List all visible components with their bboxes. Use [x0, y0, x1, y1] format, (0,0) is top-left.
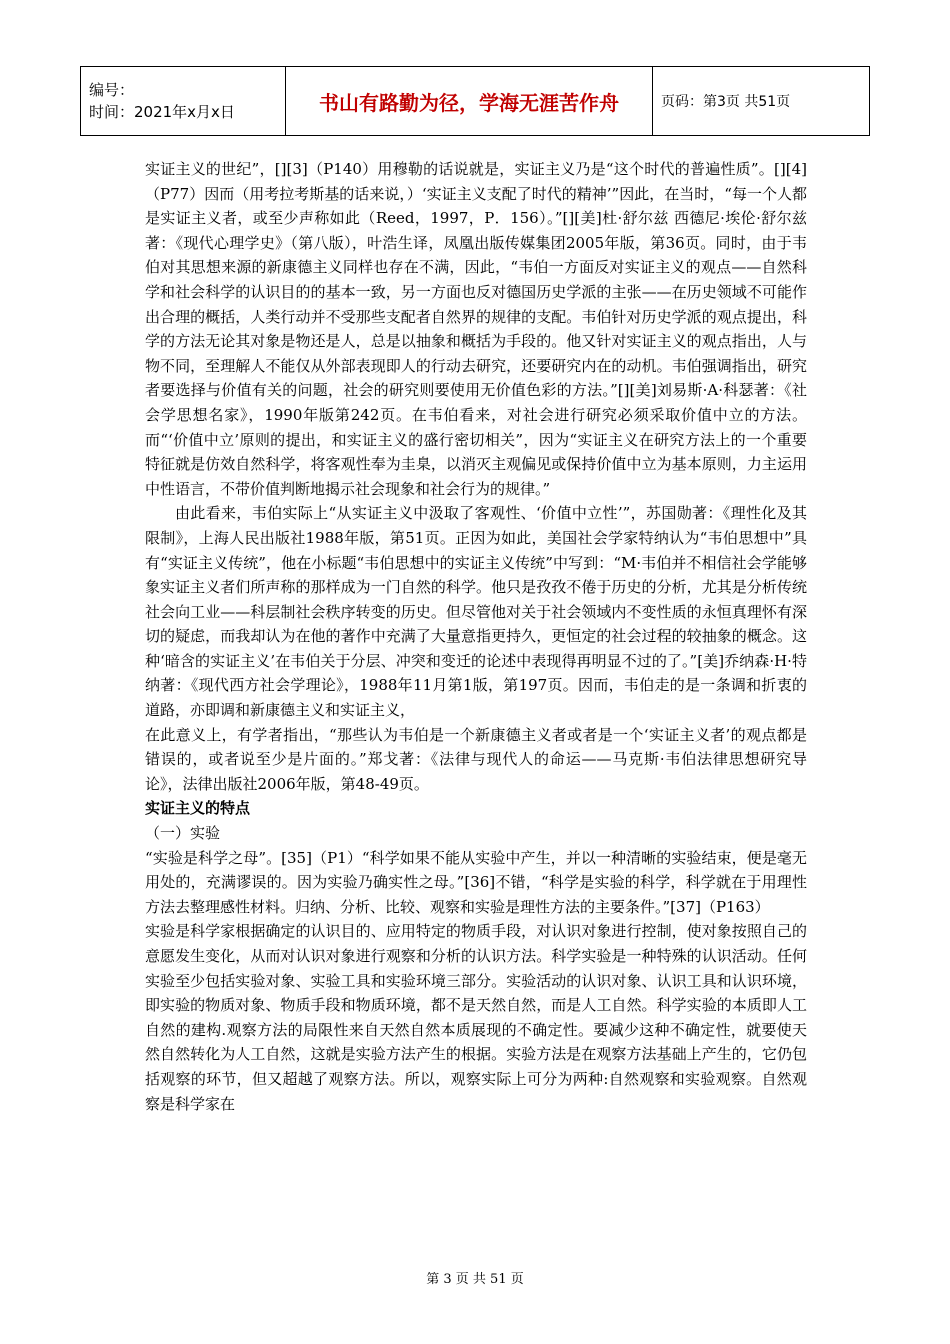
section-heading: 实证主义的特点 — [145, 799, 251, 818]
body-paragraph: 实证主义的世纪”，[][3]（P140）用穆勒的话说就是，实证主义乃是“这个时代的普遍性质”。[][4]（P77）因而（用考拉考斯基的话来说，）‘实证主义支配了时代的精神’”因此，在当时，“每一个人都是实证主义者，或至少声称如此（Reed，1997，P．156）。”[][美]杜·舒尔兹 西德尼·埃伦·舒尔兹著：《现代心理学史》（第八版），叶浩生译，凤凰出版传媒集团2005年版，第36页。同时，由于韦伯对其思想来源的新康德主义同样也存在不满，因此，“韦伯一方面反对实证主义的观点——自然科学和社会科学的认识目的的基本一致，另一方面也反对德国历史学派的主张——在历史领域不可能作出合理的概括，人类行动并不受那些支配者自然界的规律的支配。韦伯针对历史学派的观点提出，科学的方法无论其对象是物还是人，总是以抽象和概括为手段的。他又针对实证主义的观点指出，人与物不同，至理解人不能仅从外部表现即人的行动去研究，还要研究内在的动机。韦伯强调指出，研究者要选择与价值有关的问题，社会的研究则要使用无价值色彩的方法。”[][美]刘易斯·A·科瑟著：《社会学思想名家》，1990年版第242页。在韦伯看来，对社会进行研究必须采取价值中立的方法。而“‘价值中立’原则的提出，和实证主义的盛行密切相关”，因为“实证主义在研究方法上的一个重要特征就是仿效自然科学，将客观性奉为圭臬，以消灭主观偏见或保持价值中立为基本原则，力主运用中性语言，不带价值判断地揭示社会现象和社会行为的规律。” — [145, 160, 807, 498]
body-paragraph: 在此意义上，有学者指出，“那些认为韦伯是一个新康德主义者或者是一个‘实证主义者’的观点都是错误的，或者说至少是片面的。”郑戈著：《法律与现代人的命运——马克斯·韦伯法律思想研究导论》，法律出版社2006年版，第48-49页。 — [145, 725, 807, 793]
page-header — [80, 66, 870, 136]
header-page-info: 页码：第3页 共51页 — [653, 67, 870, 136]
subsection-heading: （一）实验 — [145, 824, 221, 843]
body-paragraph: “实验是科学之母”。[35]（P1）“科学如果不能从实验中产生，并以一种清晰的实验结束，便是毫无用处的，充满谬误的。因为实验乃确实性之母。”[36]不错，“科学是实验的科学，科学就在于用理性方法去整理感性材料。归纳、分析、比较、观察和实验是理性方法的主要条件。”[37]（P163） — [145, 848, 807, 916]
body-paragraph: 实验是科学家根据确定的认识目的、应用特定的物质手段，对认识对象进行控制，使对象按照自己的意愿发生变化，从而对认识对象进行观察和分析的认识方法。科学实验是一种特殊的认识活动。任何实验至少包括实验对象、实验工具和实验环境三部分。实验活动的认识对象、认识工具和认识环境，即实验的物质对象、物质手段和物质环境，都不是天然自然，而是人工自然。科学实验的本质即人工自然的建构.观察方法的局限性来自天然自然本质展现的不确定性。要减少这种不确定性，就要使天然自然转化为人工自然，这就是实验方法产生的根据。实验方法是在观察方法基础上产生的，它仍包括观察的环节，但又超越了观察方法。所以，观察实际上可分为两种:自然观察和实验观察。自然观察是科学家在 — [145, 922, 807, 1113]
header-meta — [81, 67, 286, 136]
document-time-label: 时间：2021年x月x日 — [89, 103, 235, 121]
header-motto: 书山有路勤为径，学海无涯苦作舟 — [286, 67, 653, 136]
document-number-label: 编号： — [89, 81, 135, 99]
document-body — [145, 157, 807, 1116]
page-footer: 第 3 页 共 51 页 — [426, 1272, 524, 1287]
body-paragraph: 由此看来，韦伯实际上“从实证主义中汲取了客观性、‘价值中立性’”，苏国勋著：《理性化及其限制》，上海人民出版社1988年版，第51页。正因为如此，美国社会学家特纳认为“韦伯思想中”具有“实证主义传统”，他在小标题“韦伯思想中的实证主义传统”中写到：“M·韦伯并不相信社会学能够象实证主义者们所声称的那样成为一门自然的科学。他只是孜孜不倦于历史的分析，尤其是分析传统社会向工业——科层制社会秩序转变的历史。但尽管他对关于社会领域内不变性质的永恒真理怀有深切的疑虑，而我却认为在他的著作中充满了大量意指更持久，更恒定的社会过程的较抽象的概念。这种‘暗含的实证主义’在韦伯关于分层、冲突和变迁的论述中表现得再明显不过的了。”[美]乔纳森·H·特纳著：《现代西方社会学理论》，1988年11月第1版，第197页。因而，韦伯走的是一条调和折衷的道路，亦即调和新康德主义和实证主义， — [145, 504, 807, 720]
